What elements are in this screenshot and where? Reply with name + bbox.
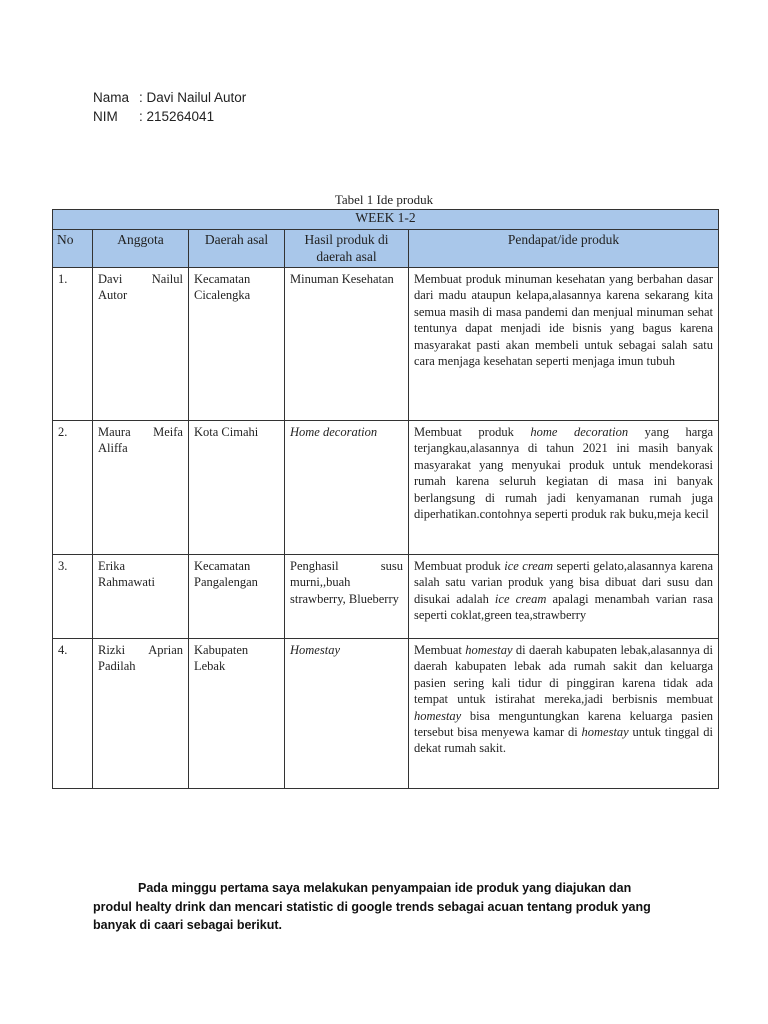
- pendapat-text: di daerah kabupaten lebak,alasannya di daerah kabupaten lebak ada rumah sakit dan keluarga pasien sering kali tidur di pinggiran karena tidak ada tempat untuk istirahat mereka,jadi berbisnis membuat: [414, 643, 714, 707]
- week-label: WEEK 1-2: [53, 210, 719, 230]
- cell-no: 2.: [53, 421, 93, 555]
- cell-daerah: Kecamatan Pangalengan: [189, 555, 285, 639]
- identity-block: [93, 88, 246, 126]
- cell-anggota: Erika Rahmawati: [93, 555, 189, 639]
- table-row: [53, 555, 719, 639]
- cell-no: 1.: [53, 268, 93, 421]
- header-daerah-asal: Daerah asal: [189, 230, 285, 268]
- pendapat-text: Membuat produk: [414, 559, 505, 573]
- body-paragraph: [93, 879, 653, 935]
- table-row: [53, 421, 719, 555]
- cell-anggota: Davi Nailul Autor: [93, 268, 189, 421]
- cell-hasil: [285, 421, 409, 555]
- pendapat-text: untuk tinggal di dekat rumah sakit.: [414, 725, 714, 756]
- name-value: : Davi Nailul Autor: [139, 90, 247, 105]
- cell-pendapat: [409, 421, 719, 555]
- column-header-row: [53, 230, 719, 268]
- nim-label: NIM: [93, 109, 118, 124]
- pendapat-text: yang harga terjangkau,alasannya di tahun 2021 ini masih banyak masyarakat yang menyukai produk untuk mendekorasi rumah karena seluruh kegiatan di masa ini banyak berlangsung di rumah jadi kenyamanan rumah juga diperhatikan.contohnya seperti produk rak buku,meja kecil: [414, 425, 714, 522]
- pendapat-italic: ice cream: [494, 591, 547, 606]
- cell-hasil: Penghasil susu murni,,buah strawberry, Blueberry: [285, 555, 409, 639]
- cell-daerah: Kecamatan Cicalengka: [189, 268, 285, 421]
- hasil-italic: Homestay: [290, 643, 340, 657]
- cell-no: 3.: [53, 555, 93, 639]
- name-row: [93, 88, 246, 107]
- cell-daerah: Kota Cimahi: [189, 421, 285, 555]
- cell-pendapat: [409, 639, 719, 789]
- pendapat-text: apalagi menambah varian rasa seperti coklat,green tea,strawberry: [414, 591, 714, 623]
- header-pendapat: Pendapat/ide produk: [409, 230, 719, 268]
- cell-anggota: Rizki Aprian Padilah: [93, 639, 189, 789]
- pendapat-text: Membuat: [414, 643, 466, 657]
- pendapat-italic: homestay: [414, 708, 462, 723]
- table-caption: Tabel 1 Ide produk: [334, 192, 434, 207]
- cell-pendapat: Membuat produk minuman kesehatan yang berbahan dasar dari madu ataupun kelapa,alasannya karena sekarang kita semua masih di masa pandemi dan menjual minuman sehat tentunya dapat menjadi ide bisnis yang bagus karena masyarakat pasti akan membeli untuk sebagai salah satu cara menjaga kesehatan seperti menjaga imun tubuh: [409, 268, 719, 421]
- product-idea-table: [52, 209, 719, 789]
- header-hasil-produk: Hasil produk di daerah asal: [285, 230, 409, 268]
- cell-pendapat: [409, 555, 719, 639]
- pendapat-italic: homestay: [465, 643, 513, 657]
- paragraph-text: Pada minggu pertama saya melakukan penyampaian ide produk yang diajukan dan produl healty drink dan mencari statistic di google trends sebagai acuan tentang produk yang banyak di caari sebagai berikut.: [93, 881, 651, 932]
- cell-daerah: Kabupaten Lebak: [189, 639, 285, 789]
- name-label: Nama: [93, 90, 130, 105]
- table-row: [53, 268, 719, 421]
- pendapat-italic: homestay: [581, 725, 629, 740]
- header-anggota: Anggota: [93, 230, 189, 268]
- header-no: No: [53, 230, 93, 268]
- nim-row: [93, 107, 246, 126]
- week-header-row: [53, 210, 719, 230]
- nim-value: : 215264041: [139, 109, 215, 124]
- pendapat-italic: ice cream: [504, 559, 554, 573]
- cell-no: 4.: [53, 639, 93, 789]
- pendapat-text: Membuat produk: [414, 425, 531, 439]
- cell-hasil: Minuman Kesehatan: [285, 268, 409, 421]
- cell-anggota: Maura Meifa Aliffa: [93, 421, 189, 555]
- hasil-italic: Home decoration: [290, 425, 378, 439]
- pendapat-text: bisa menguntungkan karena keluarga pasien tersebut bisa menyewa kamar di: [414, 708, 714, 740]
- table-row: [53, 639, 719, 789]
- cell-hasil: [285, 639, 409, 789]
- pendapat-text: seperti gelato,alasannya karena salah satu varian produk yang bisa dibuat dari susu dan disukai adalah: [414, 559, 714, 606]
- pendapat-italic: home decoration: [530, 425, 629, 439]
